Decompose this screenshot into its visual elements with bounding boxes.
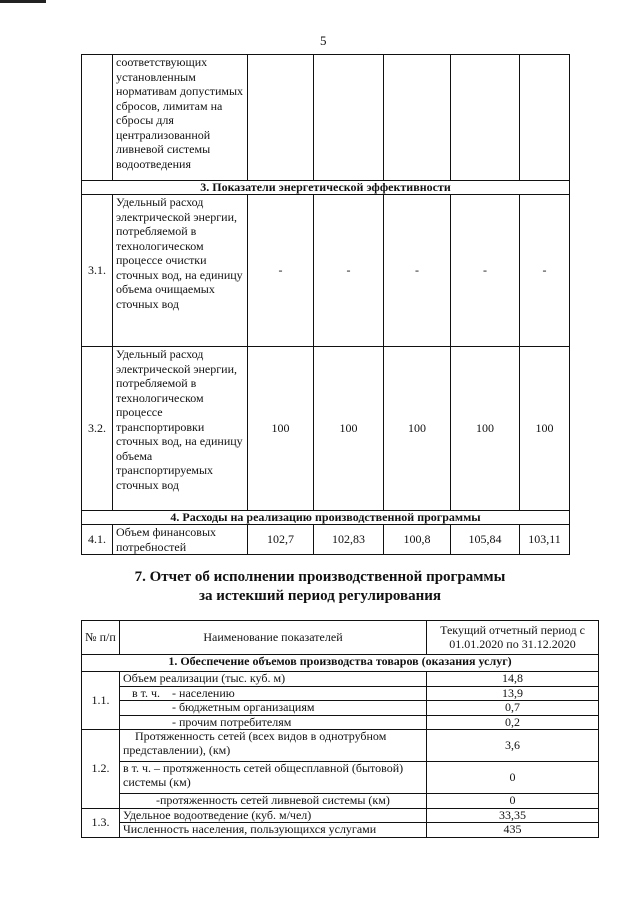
page-number: 5: [320, 33, 327, 48]
row-number: [82, 55, 113, 181]
value-cell: 435: [427, 823, 599, 838]
table-row: [82, 701, 599, 716]
section-title-line2: за истекший период регулирования: [198, 588, 442, 604]
value-cell: 3,6: [427, 730, 599, 762]
indicator-name: Удельный расход электрической энергии, потребляемой в технологическом процессе очистки сточных вод, на единицу объема очищаемых сточных вод: [113, 195, 248, 347]
header-name: Наименование показателей: [120, 621, 427, 655]
table-row: [82, 55, 570, 181]
table-row: [82, 686, 599, 701]
table-row: [82, 794, 599, 809]
section-heading: 3. Показатели энергетической эффективности: [82, 181, 570, 195]
indicator-name: Объем финансовых потребностей: [113, 525, 248, 555]
section-row: [82, 655, 599, 672]
table-row: [82, 730, 599, 762]
header-number: № п/п: [82, 621, 120, 655]
row-number: 1.1.: [82, 672, 120, 730]
value-cell: 100: [520, 347, 570, 511]
value-cell: 0,7: [427, 701, 599, 716]
value-cell: [384, 55, 451, 181]
table-row: [82, 823, 599, 838]
value-cell: 0: [427, 794, 599, 809]
section-title-line1: 7. Отчет об исполнении производственной программы: [134, 569, 506, 585]
indicator-name: - прочим потребителям: [120, 715, 427, 730]
row-number: 1.2.: [82, 730, 120, 809]
value-cell: -: [248, 195, 314, 347]
value-cell: [520, 55, 570, 181]
table-row: [82, 195, 570, 347]
table-row: [82, 672, 599, 687]
value-cell: -: [451, 195, 520, 347]
value-cell: 105,84: [451, 525, 520, 555]
table-row: [82, 715, 599, 730]
value-cell: 100,8: [384, 525, 451, 555]
value-cell: -: [314, 195, 384, 347]
value-cell: 0,2: [427, 715, 599, 730]
value-cell: 102,83: [314, 525, 384, 555]
section-heading: 4. Расходы на реализацию производственной программы: [82, 511, 570, 525]
corner-mark: [0, 0, 46, 3]
indicator-name: в т. ч. - населению: [120, 686, 427, 701]
indicator-name: Удельный расход электрической энергии, потребляемой в технологическом процессе транспортировки сточных вод, на единицу объема транспортируемых сточных вод: [113, 347, 248, 511]
indicator-name: соответствующих установленным нормативам допустимых сбросов, лимитам на сбросы для централизованной ливневой системы водоотведения: [113, 55, 248, 181]
indicator-name: Объем реализации (тыс. куб. м): [120, 672, 427, 687]
section-heading: 1. Обеспечение объемов производства товаров (оказания услуг): [82, 655, 599, 672]
indicator-name: -протяженность сетей ливневой системы (км): [120, 794, 427, 809]
header-row: [82, 621, 599, 655]
indicator-name: Протяженность сетей (всех видов в однотрубном представлении), (км): [120, 730, 427, 762]
row-number: 1.3.: [82, 808, 120, 837]
indicators-table: [81, 54, 570, 555]
table-row: [82, 347, 570, 511]
row-number: 3.2.: [82, 347, 113, 511]
value-cell: [248, 55, 314, 181]
indicator-name: - бюджетным организациям: [120, 701, 427, 716]
header-period: Текущий отчетный период с 01.01.2020 по 31.12.2020: [427, 621, 599, 655]
table-row: [82, 808, 599, 823]
value-cell: 0: [427, 762, 599, 794]
value-cell: -: [520, 195, 570, 347]
indicator-name: в т. ч. – протяженность сетей общесплавной (бытовой) системы (км): [120, 762, 427, 794]
value-cell: [451, 55, 520, 181]
section-row: [82, 511, 570, 525]
value-cell: 33,35: [427, 808, 599, 823]
value-cell: 13,9: [427, 686, 599, 701]
value-cell: 103,11: [520, 525, 570, 555]
table-row: [82, 525, 570, 555]
indicator-name: Численность населения, пользующихся услугами: [120, 823, 427, 838]
indicator-name: Удельное водоотведение (куб. м/чел): [120, 808, 427, 823]
report-table: [81, 620, 599, 838]
value-cell: 100: [248, 347, 314, 511]
row-number: 4.1.: [82, 525, 113, 555]
value-cell: [314, 55, 384, 181]
table-row: [82, 762, 599, 794]
value-cell: 100: [451, 347, 520, 511]
section-row: [82, 181, 570, 195]
value-cell: -: [384, 195, 451, 347]
row-number: 3.1.: [82, 195, 113, 347]
value-cell: 100: [314, 347, 384, 511]
value-cell: 14,8: [427, 672, 599, 687]
value-cell: 100: [384, 347, 451, 511]
value-cell: 102,7: [248, 525, 314, 555]
